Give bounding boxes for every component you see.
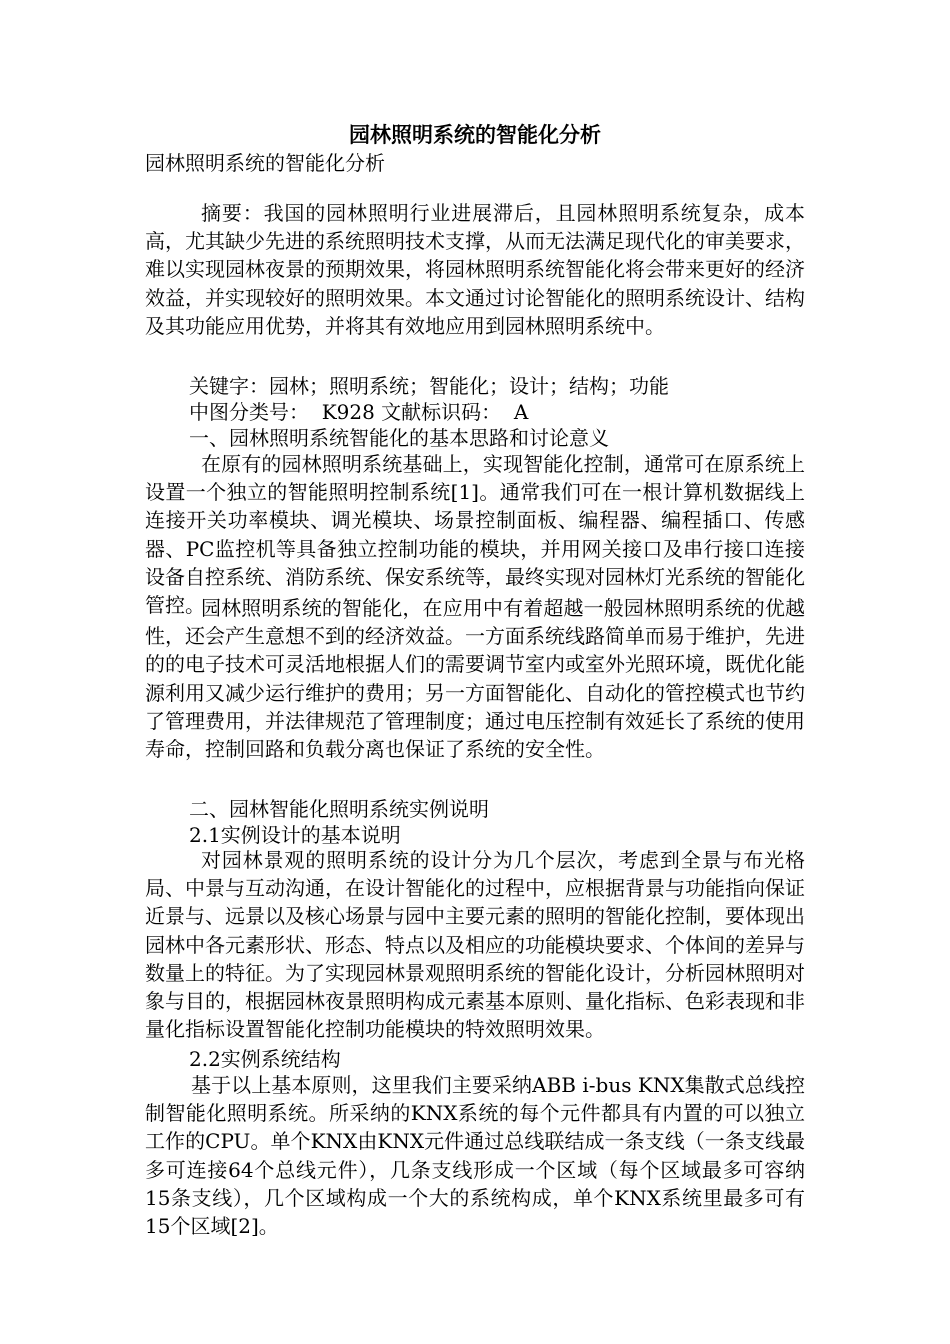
section2-1-paragraph: 对园林景观的照明系统的设计分为几个层次，考虑到全景与布光格局、中景与互动沟通，在设计智能化的过程中，应根据背景与功能指向保证近景与、远景以及核心场景与园中主要元素的照明的智能化控制，要体现出园林中各元素形状、形态、特点以及相应的功能模块要求、个体间的差异与数量上的特征。为了实现园林景观照明系统的智能化设计，分析园林照明对象与目的，根据园林夜景照明构成元素基本原则、量化指标、色彩表现和非量化指标设置智能化控制功能模块的特效照明效果。	[145, 848, 805, 1042]
section2-1-heading: 2.1实例设计的基本说明	[189, 823, 401, 847]
keywords-line: 关键字：园林；照明系统；智能化；设计；结构；功能	[189, 374, 669, 398]
section2-heading: 二、园林智能化照明系统实例说明	[189, 797, 489, 821]
section2-2-heading: 2.2实例系统结构	[189, 1047, 341, 1071]
section2-2-paragraph: 基于以上基本原则，这里我们主要采纳ABB i-bus KNX集散式总线控制智能化照明系统。所采纳的KNX系统的每个元件都具有内置的可以独立工作的CPU。单个KNX由KNX元件通过总线联结成一条支线（一条支线最多可连接64个总线元件），几条支线形成一个区域（每个区域最多可容纳15条支线），几个区域构成一个大的系统构成，单个KNX系统里最多可有15个区域[2]。	[145, 1073, 805, 1239]
section1-heading: 一、园林照明系统智能化的基本思路和讨论意义	[189, 426, 609, 450]
document-subtitle: 园林照明系统的智能化分析	[145, 151, 385, 175]
section1-paragraph-1: 在原有的园林照明系统基础上，实现智能化控制，通常可在原系统上设置一个独立的智能照明控制系统[1]。通常我们可在一根计算机数据线上连接开关功率模块、调光模块、场景控制面板、编程器、编程插口、传感器、PC监控机等具备独立控制功能的模块，并用网关接口及串行接口连接设备自控系统、消防系统、保安系统等，最终实现对园林灯光系统的智能化管控。	[145, 452, 805, 618]
document-title: 园林照明系统的智能化分析	[349, 122, 601, 147]
classification-line: 中图分类号： K928 文献标识码： A	[189, 400, 529, 424]
abstract-paragraph: 摘要：我国的园林照明行业进展滞后，且园林照明系统复杂，成本高，尤其缺少先进的系统照明技术支撑，从而无法满足现代化的审美要求，难以实现园林夜景的预期效果，将园林照明系统智能化将会带来更好的经济效益，并实现较好的照明效果。本文通过讨论智能化的照明系统设计、结构及其功能应用优势，并将其有效地应用到园林照明系统中。	[145, 201, 805, 338]
section1-paragraph-2: 园林照明系统的智能化，在应用中有着超越一般园林照明系统的优越性，还会产生意想不到的经济效益。一方面系统线路简单而易于维护，先进的的电子技术可灵活地根据人们的需要调节室内或室外光照环境，既优化能源利用又减少运行维护的费用；另一方面智能化、自动化的管控模式也节约了管理费用，并法律规范了管理制度；通过电压控制有效延长了系统的使用寿命，控制回路和负载分离也保证了系统的安全性。	[145, 596, 805, 762]
